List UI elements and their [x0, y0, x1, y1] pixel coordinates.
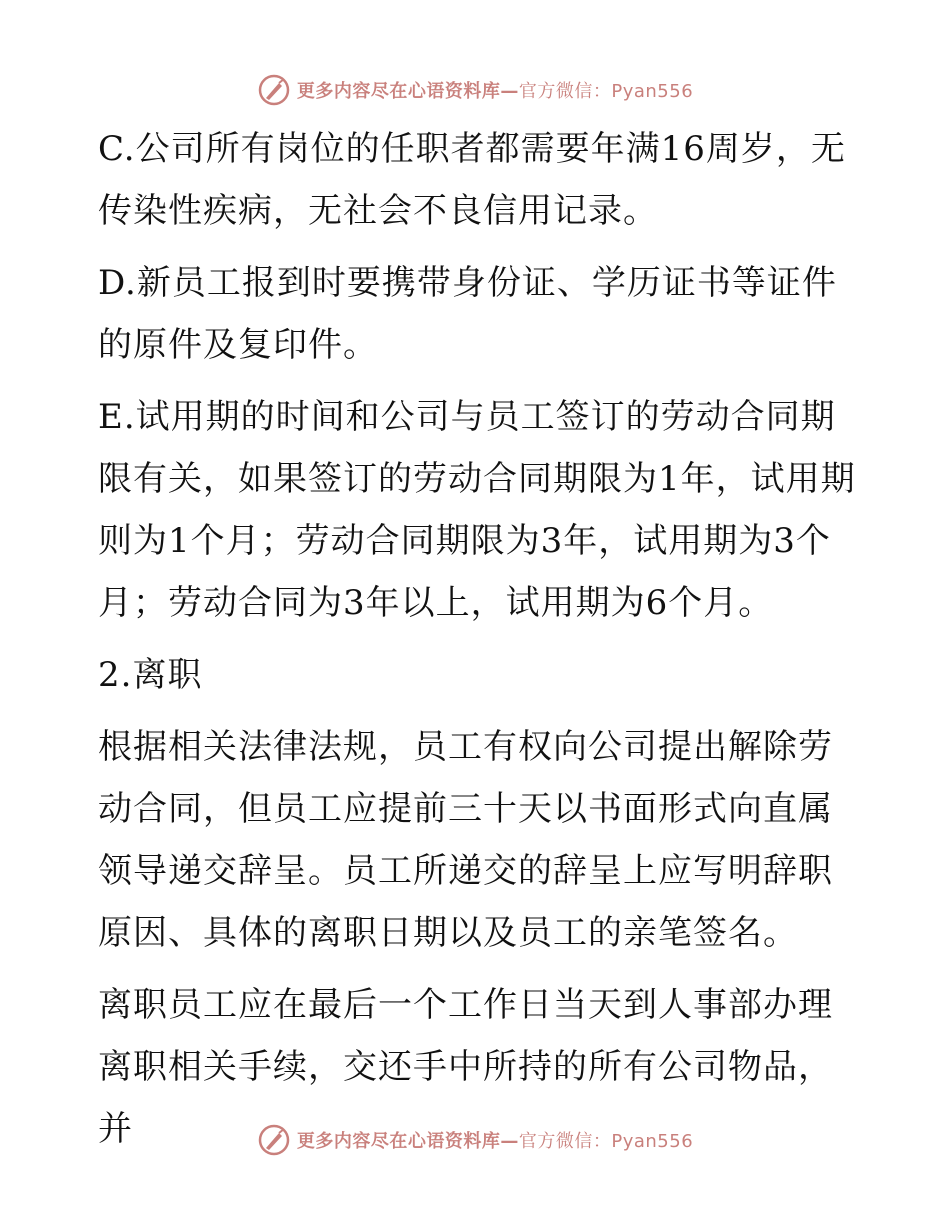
watermark-text: [297, 77, 693, 103]
watermark-dash: —: [500, 1131, 519, 1152]
watermark-text: [297, 1127, 693, 1153]
watermark-wechat-id: Pyan556: [611, 81, 694, 102]
paragraph-resignation-notice: 根据相关法律法规，员工有权向公司提出解除劳动合同，但员工应提前三十天以书面形式向直属领导递交辞呈。员工所递交的辞呈上应写明辞职原因、具体的离职日期以及员工的亲笔签名。: [98, 727, 833, 953]
paragraph-e: E.试用期的时间和公司与员工签订的劳动合同期限有关，如果签订的劳动合同期限为1年，试用期则为1个月；劳动合同期限为3年，试用期为3个月；劳动合同为3年以上，试用期为6个月。: [98, 397, 856, 623]
section-heading-resignation: 2.离职: [98, 655, 203, 695]
watermark-wechat-label: 官方微信：: [518, 81, 612, 102]
paragraph-c: C.公司所有岗位的任职者都需要年满16周岁，无传染性疾病，无社会不良信用记录。: [98, 129, 846, 231]
quill-logo-icon: [257, 73, 291, 107]
watermark-dash: —: [500, 81, 519, 102]
watermark-wechat-id: Pyan556: [611, 1131, 694, 1152]
footer-watermark: [0, 1120, 950, 1160]
watermark-wechat-label: 官方微信：: [518, 1131, 612, 1152]
paragraph-d: D.新员工报到时要携带身份证、学历证书等证件的原件及复印件。: [98, 263, 837, 365]
quill-logo-icon: [257, 1123, 291, 1157]
paragraph-resignation-procedure: 离职员工应在最后一个工作日当天到人事部办理离职相关手续，交还手中所持的所有公司物品，并: [98, 985, 833, 1149]
document-body: [98, 118, 858, 1170]
watermark-main: 更多内容尽在心语资料库: [296, 1131, 501, 1152]
watermark-main: 更多内容尽在心语资料库: [296, 81, 501, 102]
header-watermark: [0, 70, 950, 110]
